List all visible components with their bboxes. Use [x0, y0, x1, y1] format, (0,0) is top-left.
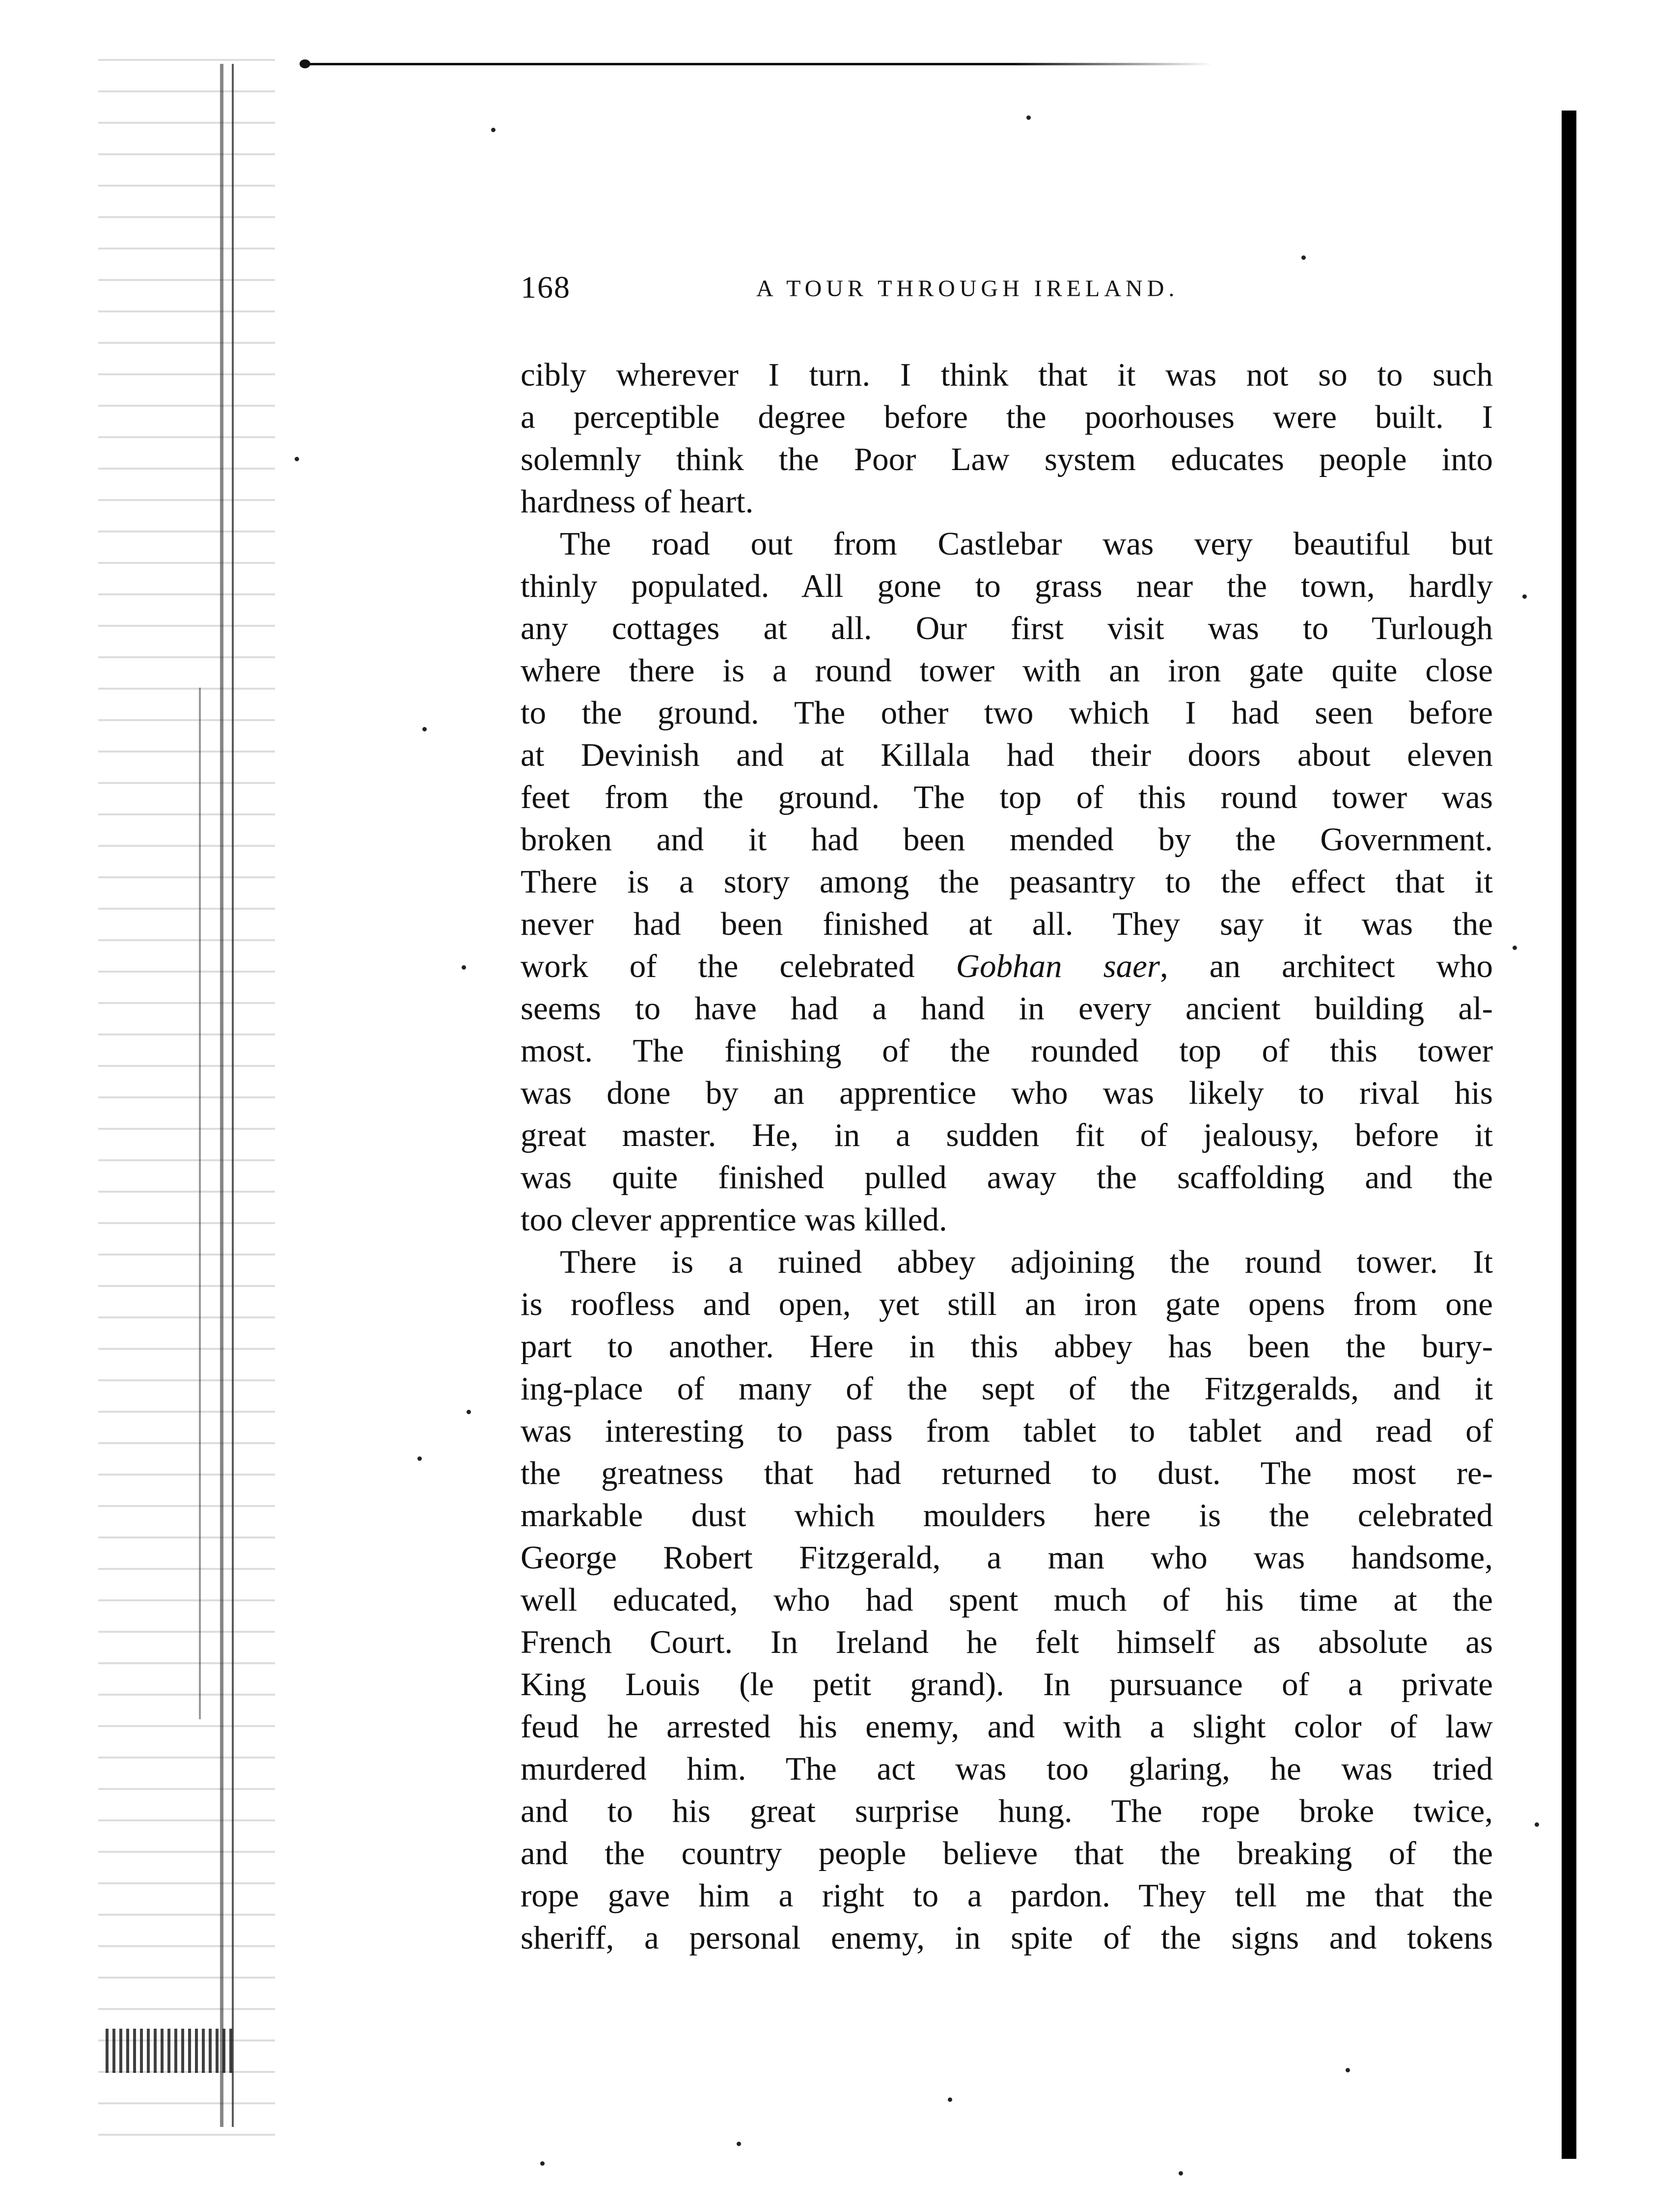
scan-speck	[948, 2097, 952, 2102]
body-text	[521, 354, 1493, 1959]
scan-speck	[1535, 1822, 1539, 1827]
text-line: great master. He, in a sudden fit of jealousy, before it	[521, 1117, 1493, 1153]
text-line: too clever apprentice was killed.	[521, 1201, 947, 1238]
italic-name: Gobhan saer	[956, 948, 1160, 984]
text-line: seems to have had a hand in every ancient building al-	[521, 990, 1493, 1027]
text-line: where there is a round tower with an iron gate quite close	[521, 652, 1493, 689]
text-line: rope gave him a right to a pardon. They tell me that the	[521, 1877, 1493, 1914]
text-line: most. The finishing of the rounded top of this tower	[521, 1033, 1493, 1069]
scan-speck	[467, 1410, 471, 1414]
scan-speck	[1346, 2068, 1350, 2072]
text-line: hardness of heart.	[521, 483, 754, 520]
binding-edge-line	[232, 64, 234, 2127]
scan-speck	[1301, 255, 1306, 260]
text-line-with-italic	[521, 945, 1493, 987]
text-line: is roofless and open, yet still an iron gate opens from one	[521, 1286, 1493, 1322]
binding-shadow	[98, 29, 275, 2142]
text-run: work of the celebrated	[521, 948, 956, 984]
binding-foot-marks	[106, 2029, 233, 2073]
text-line: at Devinish and at Killala had their doors about eleven	[521, 737, 1493, 773]
running-title: A TOUR THROUGH IRELAND.	[756, 276, 1179, 302]
scan-speck	[737, 2142, 741, 2146]
scan-speck	[540, 2161, 545, 2166]
text-line: to the ground. The other two which I had seen before	[521, 695, 1493, 731]
text-line: murdered him. The act was too glaring, he was tried	[521, 1751, 1493, 1787]
text-line: There is a story among the peasantry to the effect that it	[521, 864, 1493, 900]
scan-speck	[1522, 594, 1527, 599]
scan-speck	[295, 457, 299, 461]
scan-speck	[1026, 115, 1031, 120]
scan-speck	[1179, 2171, 1183, 2176]
scan-speck	[462, 965, 466, 970]
text-line: was done by an apprentice who was likely to rival his	[521, 1075, 1493, 1111]
text-line: There is a ruined abbey adjoining the round tower. It	[560, 1244, 1493, 1280]
scan-speck	[417, 1456, 422, 1461]
page-number: 168	[521, 270, 571, 305]
text-line: feet from the ground. The top of this round tower was	[521, 779, 1493, 815]
text-line: cibly wherever I turn. I think that it was not so to such	[521, 357, 1493, 393]
text-line: never had been finished at all. They say it was the	[521, 906, 1493, 942]
text-line: solemnly think the Poor Law system educates people into	[521, 441, 1493, 477]
text-line: and the country people believe that the breaking of the	[521, 1835, 1493, 1871]
text-line: The road out from Castlebar was very beautiful but	[560, 526, 1493, 562]
text-line: was interesting to pass from tablet to tablet and read of	[521, 1413, 1493, 1449]
running-head	[521, 268, 1522, 307]
text-line: any cottages at all. Our first visit was to Turlough	[521, 610, 1493, 646]
scan-speck	[422, 727, 427, 731]
text-line: part to another. Here in this abbey has been the bury-	[521, 1328, 1493, 1365]
scan-top-rule	[304, 63, 1213, 65]
text-run: , an architect who	[1159, 948, 1493, 984]
text-line: markable dust which moulders here is the celebrated	[521, 1497, 1493, 1534]
text-line: King Louis (le petit grand). In pursuance of a private	[521, 1666, 1493, 1703]
text-line: the greatness that had returned to dust. The most re-	[521, 1455, 1493, 1491]
binding-edge-line	[220, 64, 223, 2127]
scan-speck	[1513, 946, 1517, 950]
text-line: thinly populated. All gone to grass near the town, hardly	[521, 568, 1493, 604]
text-line: George Robert Fitzgerald, a man who was handsome,	[521, 1539, 1493, 1576]
text-line: and to his great surprise hung. The rope broke twice,	[521, 1793, 1493, 1829]
text-line: was quite finished pulled away the scaffolding and the	[521, 1159, 1493, 1196]
text-line: feud he arrested his enemy, and with a slight color of law	[521, 1708, 1493, 1745]
text-line: broken and it had been mended by the Government.	[521, 821, 1493, 858]
text-line: ing-place of many of the sept of the Fitzgeralds, and it	[521, 1370, 1493, 1407]
scan-speck	[491, 128, 496, 132]
scan-right-edge-bar	[1562, 111, 1576, 2159]
text-line: well educated, who had spent much of his time at the	[521, 1582, 1493, 1618]
text-line: a perceptible degree before the poorhouses were built. I	[521, 399, 1493, 435]
binding-edge-line	[199, 688, 201, 1719]
text-line: sheriff, a personal enemy, in spite of the signs and tokens	[521, 1920, 1493, 1956]
text-line: French Court. In Ireland he felt himself as absolute as	[521, 1624, 1493, 1660]
